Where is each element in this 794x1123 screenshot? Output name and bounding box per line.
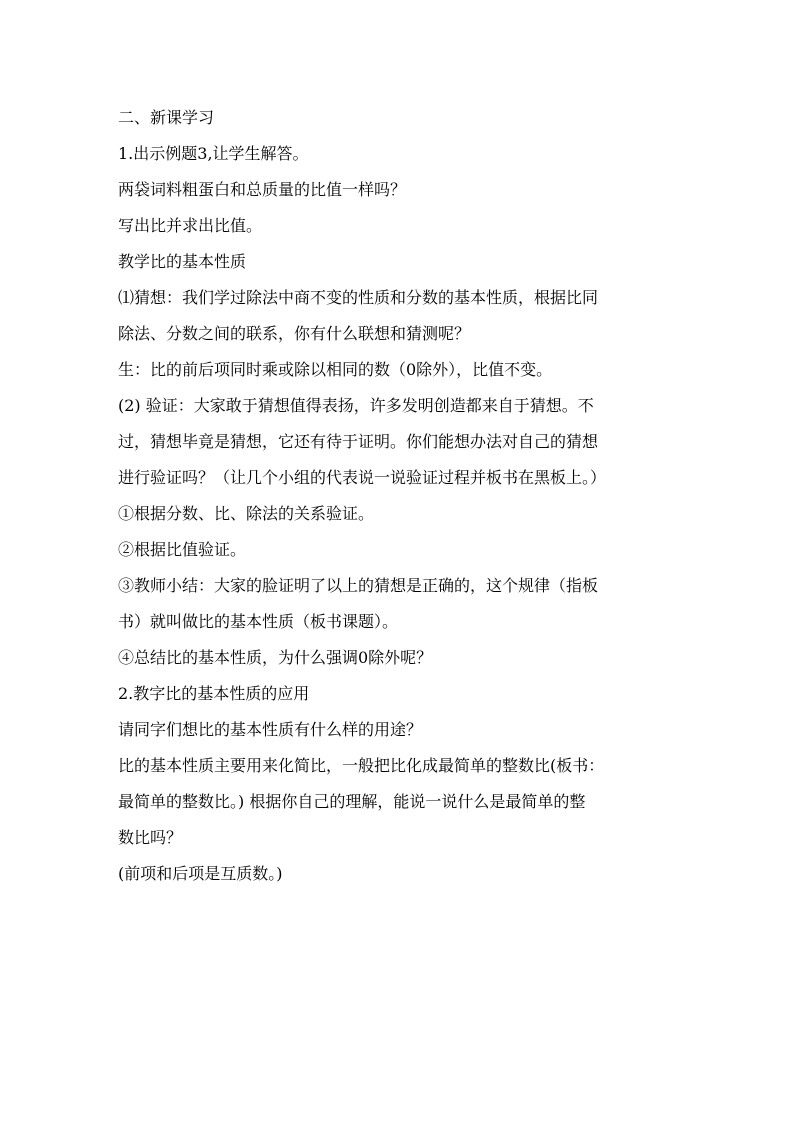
text-line: ⑴猜想：我们学过除法中商不变的性质和分数的基本性质，根据比同 [118, 288, 599, 307]
text-line: 比的基本性质主要用来化简比，一般把比化成最简单的整数比(板书： [118, 756, 605, 775]
subsection-heading: 2.教字比的基本性质的应用 [118, 684, 310, 703]
text-line: ②根据比值验证。 [118, 540, 247, 559]
text-line: ③教师小结：大家的脸证明了以上的猜想是正确的，这个规律（指板 [118, 576, 599, 595]
text-line: 过，猜想毕竟是猜想，它还有待于证明。你们能想办法对自己的猜想 [118, 432, 599, 451]
text-line: 请同字们想比的基本性质有什么样的用途？ [118, 720, 423, 739]
text-line: 两袋词料粗蛋白和总质量的比值一样吗？ [118, 180, 407, 199]
text-line: 生：比的前后项同时乘或除以相同的数（0除外），比值不变。 [118, 360, 553, 379]
text-line: 书）就叫做比的基本性质（板书课题）。 [118, 612, 399, 631]
document-body [118, 100, 678, 892]
text-line: 写出比并求出比值。 [118, 216, 263, 235]
section-heading: 二、新课学习 [118, 108, 215, 127]
text-line: 1.出示例题3,让学生解答。 [118, 144, 309, 163]
text-line: 除法、分数之间的联系，你有什么联想和猜测呢？ [118, 324, 471, 343]
text-line: 进行验证吗？（让几个小组的代表说一说验证过程并板书在黑板上。） [118, 468, 607, 487]
text-line: 最简单的整数比。) 根据你自己的理解，能说一说什么是最简单的整 [118, 792, 586, 811]
text-line: ①根据分数、比、除法的关系验证。 [118, 504, 375, 523]
text-line: (2) 验证：大家敢于猜想值得表扬，许多发明创造都来自于猜想。不 [118, 396, 594, 415]
text-line: ④总结比的基本性质，为什么强调0除外呢？ [118, 648, 433, 667]
text-line: (前项和后项是互质数。) [118, 864, 283, 883]
text-line: 数比吗？ [118, 828, 183, 847]
subsection-heading: 教学比的基本性质 [118, 252, 247, 271]
